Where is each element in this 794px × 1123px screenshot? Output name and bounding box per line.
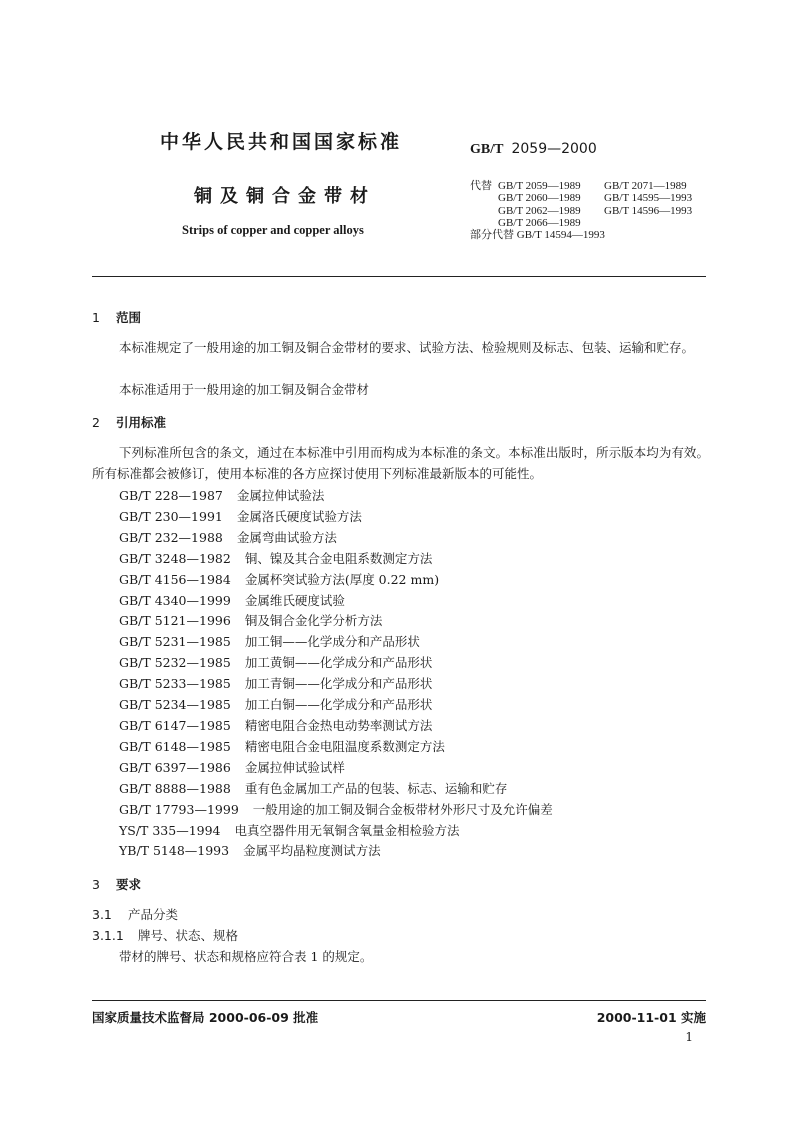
replaced-standard: GB/T 2071—1989 xyxy=(604,180,687,192)
replaces-row xyxy=(470,205,692,217)
national-standard-heading: 中华人民共和国国家标准 xyxy=(160,131,403,153)
reference-item xyxy=(119,841,553,862)
reference-title: 金属维氏硬度试验 xyxy=(244,592,345,608)
standard-number xyxy=(470,141,597,158)
normative-references-list xyxy=(119,486,553,862)
reference-title: 金属洛氏硬度试验方法 xyxy=(236,508,362,524)
reference-item xyxy=(119,674,553,695)
reference-title: 金属拉伸试验试样 xyxy=(244,759,345,775)
reference-item xyxy=(119,611,553,632)
section-1-paragraph-1: 本标准规定了一般用途的加工铜及铜合金带材的要求、试验方法、检验规则及标志、包装、运输和贮存。 xyxy=(119,340,695,355)
reference-item xyxy=(119,695,553,716)
reference-item xyxy=(119,632,553,653)
subsection-number: 3.1.1 xyxy=(92,928,124,943)
replaced-standard: GB/T 2062—1989 xyxy=(498,204,581,217)
reference-title: 加工白铜——化学成分和产品形状 xyxy=(244,697,433,713)
section-1-paragraph-2: 本标准适用于一般用途的加工铜及铜合金带材 xyxy=(119,382,370,397)
section-2-paragraph-1: 下列标准所包含的条文，通过在本标准中引用而构成为本标准的条文。本标准出版时，所示版本均为有效。所有标准都会被修订，使用本标准的各方应探讨使用下列标准最新版本的可能性。 xyxy=(92,445,709,481)
subsection-title: 牌号、状态、规格 xyxy=(138,928,239,943)
replaced-standard: GB/T 2060—1989 xyxy=(498,192,581,205)
reference-title: 精密电阻合金电阻温度系数测定方法 xyxy=(244,738,445,754)
reference-title: 金属杯突试验方法(厚度 0.22 mm) xyxy=(244,571,440,587)
section-1-heading xyxy=(92,308,141,326)
replaces-block xyxy=(470,180,692,241)
header-divider xyxy=(92,276,706,277)
replaces-row xyxy=(470,217,692,229)
reference-title: 加工黄铜——化学成分和产品形状 xyxy=(244,655,433,671)
reference-item xyxy=(119,507,553,528)
subsection-number: 3.1 xyxy=(92,907,112,922)
subsection-title: 产品分类 xyxy=(128,907,179,922)
section-3-heading xyxy=(92,875,141,893)
section-2-heading xyxy=(92,413,166,431)
reference-code: GB/T 4156—1984 xyxy=(119,571,231,587)
section-number: 3 xyxy=(92,877,100,892)
reference-code: YB/T 5148—1993 xyxy=(119,843,230,859)
replaced-standard: GB/T 14596—1993 xyxy=(604,204,693,217)
page-number: 1 xyxy=(685,1030,693,1044)
section-title: 范围 xyxy=(116,310,142,325)
standard-prefix: GB/T xyxy=(470,142,504,157)
reference-code: GB/T 6147—1985 xyxy=(119,717,231,733)
reference-code: GB/T 3248—1982 xyxy=(119,550,231,566)
effective-date: 2000-11-01 实施 xyxy=(596,1010,706,1025)
reference-item xyxy=(119,758,553,779)
reference-code: GB/T 5231—1985 xyxy=(119,634,231,650)
reference-code: YS/T 335—1994 xyxy=(119,822,221,838)
reference-item xyxy=(119,821,553,842)
reference-item xyxy=(119,716,553,737)
reference-title: 电真空器件用无氧铜含氧量金相检验方法 xyxy=(234,822,460,838)
reference-item xyxy=(119,549,553,570)
reference-title: 金属拉伸试验法 xyxy=(236,488,325,503)
reference-title: 金属弯曲试验方法 xyxy=(236,529,337,545)
replaced-standard: GB/T 14595—1993 xyxy=(604,192,693,205)
reference-code: GB/T 5121—1996 xyxy=(119,613,231,629)
reference-item xyxy=(119,737,553,758)
reference-item xyxy=(119,486,553,507)
subsection-3-1-1-heading xyxy=(92,926,238,944)
reference-title: 精密电阻合金热电动势率测试方法 xyxy=(244,717,433,733)
reference-code: GB/T 230—1991 xyxy=(119,508,223,524)
reference-code: GB/T 5232—1985 xyxy=(119,655,231,671)
subsection-3-1-heading xyxy=(92,905,178,923)
reference-title: 铜及铜合金化学分析方法 xyxy=(244,613,383,629)
reference-code: GB/T 17793—1999 xyxy=(119,801,239,817)
document-title-cn: 铜及铜合金带材 xyxy=(194,186,376,207)
reference-title: 金属平均晶粒度测试方法 xyxy=(243,843,381,859)
replaced-standard: GB/T 2066—1989 xyxy=(498,216,581,229)
reference-title: 重有色金属加工产品的包装、标志、运输和贮存 xyxy=(244,780,508,796)
reference-item xyxy=(119,591,553,612)
approval-info: 国家质量技术监督局 2000-06-09 批准 xyxy=(92,1010,319,1025)
reference-title: 一般用途的加工铜及铜合金板带材外形尺寸及允许偏差 xyxy=(252,801,553,817)
replaces-row xyxy=(470,192,692,204)
replaces-label: 代替 xyxy=(470,180,492,192)
reference-item xyxy=(119,779,553,800)
reference-code: GB/T 5233—1985 xyxy=(119,676,231,692)
reference-title: 铜、镍及其合金电阻系数测定方法 xyxy=(244,550,433,566)
footer-divider xyxy=(92,1000,706,1001)
reference-code: GB/T 6148—1985 xyxy=(119,738,231,754)
replaced-standard: GB/T 2059—1989 xyxy=(498,180,581,192)
section-3-paragraph-1: 带材的牌号、状态和规格应符合表 1 的规定。 xyxy=(119,949,373,964)
partial-replaces-row xyxy=(470,229,692,241)
reference-item xyxy=(119,570,553,591)
standard-number-value: 2059—2000 xyxy=(511,141,597,157)
partially-replaced-standard: GB/T 14594—1993 xyxy=(516,229,605,242)
section-number: 1 xyxy=(92,310,100,325)
replaces-row xyxy=(470,180,692,192)
partial-replaces-label: 部分代替 xyxy=(470,229,514,242)
reference-title: 加工青铜——化学成分和产品形状 xyxy=(244,676,433,692)
reference-code: GB/T 228—1987 xyxy=(119,488,223,503)
reference-code: GB/T 6397—1986 xyxy=(119,759,231,775)
section-number: 2 xyxy=(92,415,100,430)
reference-item xyxy=(119,653,553,674)
reference-item xyxy=(119,528,553,549)
reference-title: 加工铜——化学成分和产品形状 xyxy=(244,634,420,650)
reference-code: GB/T 4340—1999 xyxy=(119,592,231,608)
section-title: 要求 xyxy=(116,877,142,892)
reference-item xyxy=(119,800,553,821)
section-title: 引用标准 xyxy=(116,415,167,430)
document-title-en: Strips of copper and copper alloys xyxy=(182,223,364,237)
reference-code: GB/T 5234—1985 xyxy=(119,697,231,713)
reference-code: GB/T 232—1988 xyxy=(119,529,223,545)
reference-code: GB/T 8888—1988 xyxy=(119,780,231,796)
